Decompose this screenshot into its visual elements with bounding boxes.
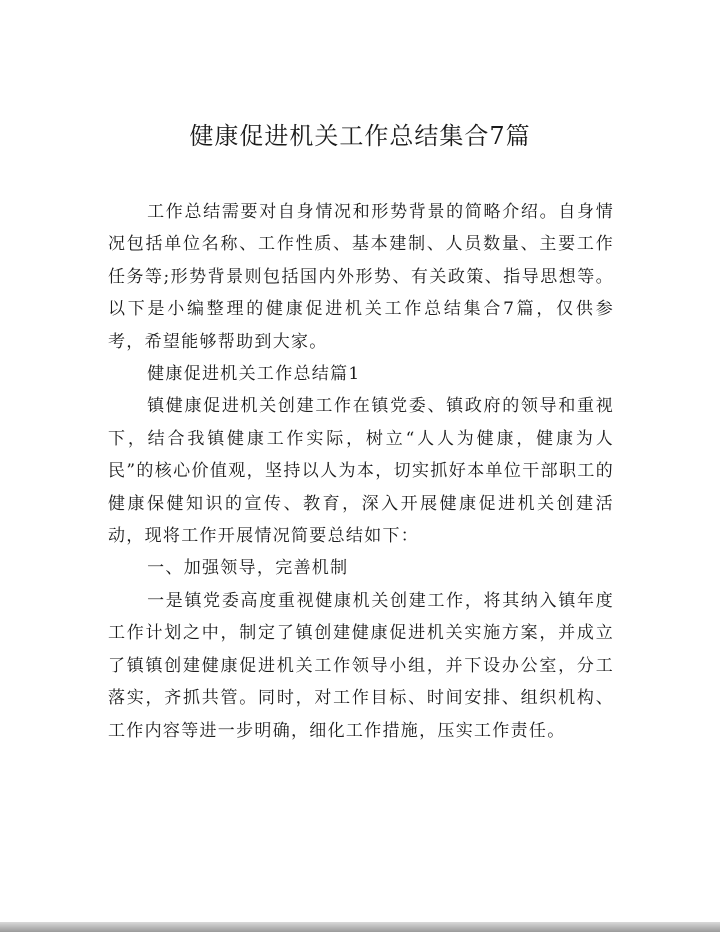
section-heading-part1: 健康促进机关工作总结篇1 <box>147 364 361 385</box>
document-title: 健康促进机关工作总结集合7篇 <box>189 122 531 150</box>
leadership-paragraph: 一是镇党委高度重视健康机关创建工作，将其纳入镇年度工作计划之中，制定了镇创建健康促进机关实施方案，并成立了镇镇创建健康促进机关工作领导小组，并下设办公室，分工落实，齐抓共管。同时，对工作目标、时间安排、组织机构、工作内容等进一步明确，细化工作措施，压实工作责任。 <box>108 590 614 741</box>
intro-paragraph: 工作总结需要对自身情况和形势背景的简略介绍。自身情况包括单位名称、工作性质、基本建制、人员数量、主要工作任务等;形势背景则包括国内外形势、有关政策、指导思想等。以下是小编整理的健康促进机关工作总结集合7篇，仅供参考，希望能够帮助到大家。 <box>108 202 614 352</box>
subheading-leadership: 一、加强领导，完善机制 <box>147 558 349 579</box>
document-body <box>108 196 614 747</box>
page-bottom-edge <box>0 922 720 932</box>
part1-paragraph: 镇健康促进机关创建工作在镇党委、镇政府的领导和重视下，结合我镇健康工作实际，树立“人人为健康，健康为人民”的核心价值观，坚持以人为本，切实抓好本单位干部职工的健康保健知识的宣传、教育，深入开展健康促进机关创建活动，现将工作开展情况简要总结如下： <box>108 396 614 547</box>
